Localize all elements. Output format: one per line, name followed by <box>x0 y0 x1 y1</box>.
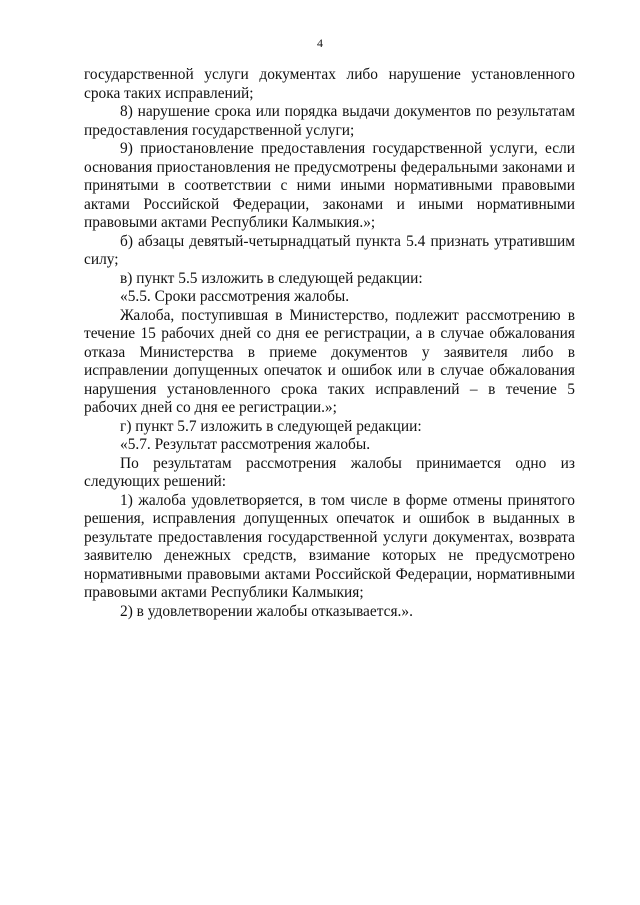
list-item-9: 9) приостановление предоставления государственной услуги, если основания приостановления не предусмотрены федеральными законами и принятыми в соответствии с ними иными нормативными правовыми актами Российской Федерации, законами и иными нормативными правовыми актами Республики Калмыкия.»; <box>84 140 575 231</box>
section-heading-5-5: «5.5. Сроки рассмотрения жалобы. <box>120 288 350 305</box>
paragraph-continuation: государственной услуги документах либо нарушение установленного срока таких исправлений; <box>84 66 575 102</box>
amendment-g: г) пункт 5.7 изложить в следующей редакции: <box>120 417 422 435</box>
section-5-5-text: Жалоба, поступившая в Министерство, подлежит рассмотрению в течение 15 рабочих дней со дня ее регистрации, а в случае обжалования отказа Министерства в приеме документов у заявителя либо в исправлении допущенных опечаток и ошибок или в случае обжалования нарушения установленного срока таких исправлений – в течение 5 рабочих дней со дня ее регистрации.»; <box>84 306 575 416</box>
document-body <box>84 66 575 621</box>
section-heading-5-7: «5.7. Результат рассмотрения жалобы. <box>120 436 371 453</box>
amendment-v: в) пункт 5.5 изложить в следующей редакции: <box>120 269 423 287</box>
list-item-8: 8) нарушение срока или порядка выдачи документов по результатам предоставления государственной услуги; <box>84 103 575 139</box>
page-number: 4 <box>317 36 323 50</box>
amendment-b: б) абзацы девятый-четырнадцатый пункта 5.4 признать утратившим силу; <box>84 232 575 268</box>
decision-item-2: 2) в удовлетворении жалобы отказывается.». <box>120 602 413 620</box>
decision-item-1: 1) жалоба удовлетворяется, в том числе в форме отмены принятого решения, исправления допущенных опечаток и ошибок в выданных в результате предоставления государственной услуги документах, возврата заявителю денежных средств, взимание которых не предусмотрено нормативными правовыми актами Российской Федерации, нормативными правовыми актами Республики Калмыкия; <box>84 491 575 601</box>
section-5-7-intro: По результатам рассмотрения жалобы принимается одно из следующих решений: <box>84 454 575 490</box>
